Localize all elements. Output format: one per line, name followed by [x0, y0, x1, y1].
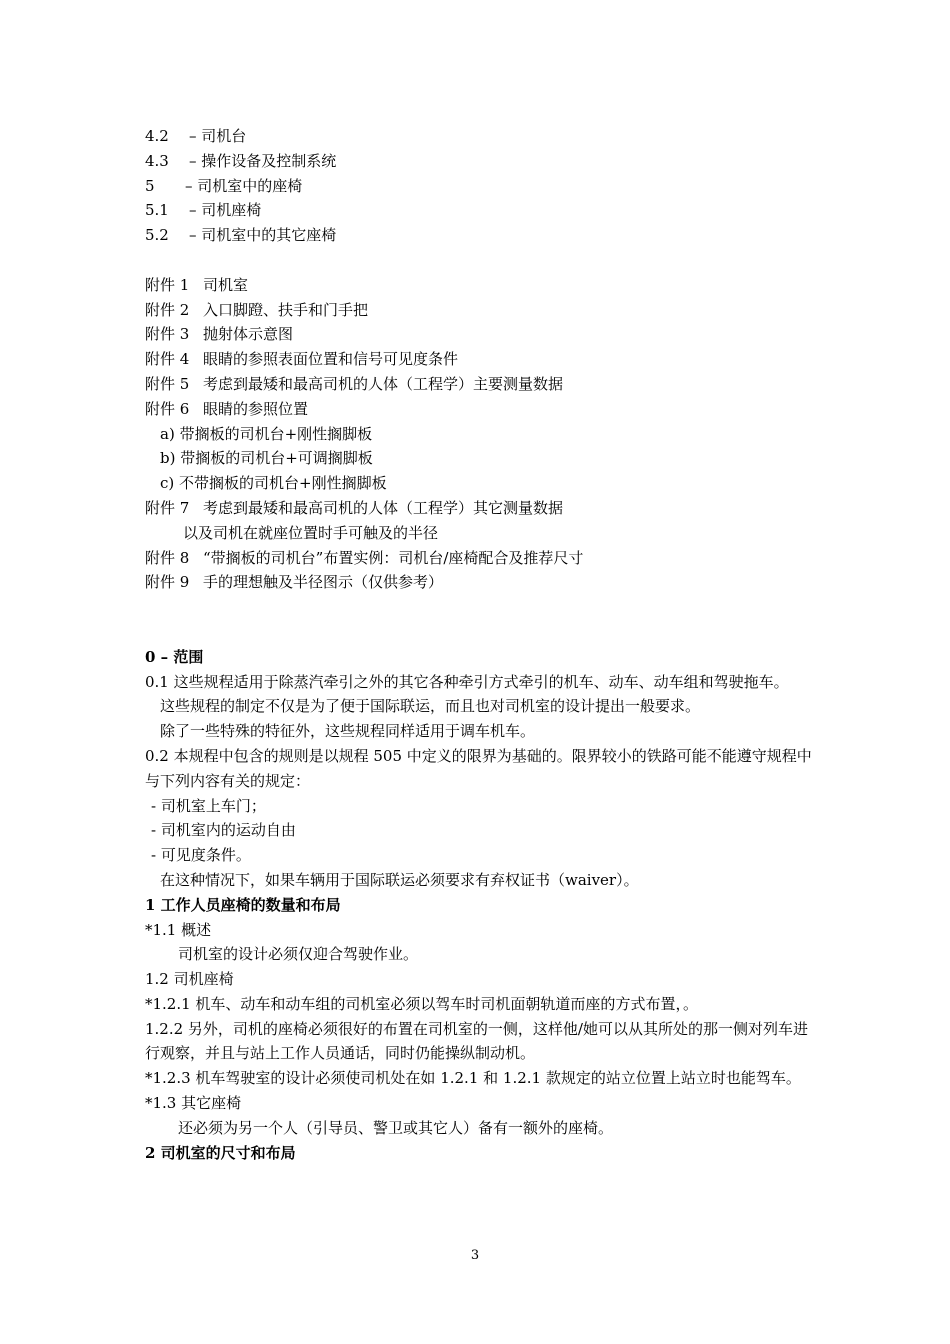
toc-item — [145, 124, 815, 149]
paragraph-0-2: 0.2 本规程中包含的规则是以规程 505 中定义的限界为基础的。限界较小的铁路可能不能遵守规程中与下列内容有关的规定： — [145, 746, 812, 790]
clause-1-2-2: 1.2.2 另外，司机的座椅必须很好的布置在司机室的一侧，这样他/她可以从其所处的那一侧对列车进行观察，并且与站上工作人员通话，同时仍能操纵制动机。 — [145, 1019, 808, 1063]
annex-item — [145, 546, 815, 571]
annex-label: 附件 2 — [145, 300, 190, 319]
toc-number: 5 — [145, 176, 155, 195]
section-heading-1: 1 工作人员座椅的数量和布局 — [145, 895, 341, 914]
toc-number: 4.3 — [145, 151, 169, 170]
annex-label: 附件 9 — [145, 573, 190, 592]
paragraph-0-1c: 除了一些特殊的特征外，这些规程同样适用于调车机车。 — [160, 722, 536, 741]
clause-1-3: *1.3 其它座椅 — [145, 1094, 242, 1113]
clause-1-1: *1.1 概述 — [145, 920, 212, 939]
annex-item — [145, 496, 815, 521]
clause-1-2-3: *1.2.3 机车驾驶室的设计必须使司机处在如 1.2.1 和 1.2.1 款规定的站立位置上站立时也能驾车。 — [145, 1069, 801, 1088]
annex-title: 考虑到最矮和最高司机的人体（工程学）其它测量数据 — [203, 498, 564, 517]
clause-1-2: 1.2 司机座椅 — [145, 970, 234, 989]
annex-label: 附件 6 — [145, 399, 190, 418]
annex-item — [145, 372, 815, 397]
annex-item — [145, 521, 815, 546]
annex-title: 考虑到最矮和最高司机的人体（工程学）主要测量数据 — [203, 374, 564, 393]
annex-title: 入口脚蹬、扶手和门手把 — [203, 300, 369, 319]
annex-item — [145, 347, 815, 372]
annex-item — [145, 298, 815, 323]
toc-number: 5.1 — [145, 201, 169, 220]
paragraph-0-2b: 在这种情况下，如果车辆用于国际联运必须要求有弃权证书（waiver）。 — [160, 870, 639, 889]
annex-label: 附件 4 — [145, 350, 190, 369]
annex-subitem: b) 带搁板的司机台+可调搁脚板 — [160, 449, 373, 468]
annex-subitem: c) 不带搁板的司机台+刚性搁脚板 — [160, 474, 387, 493]
toc-item — [145, 223, 815, 248]
toc-title: – 司机室中的其它座椅 — [189, 226, 337, 245]
clause-1-2-1: *1.2.1 机车、动车和动车组的司机室必须以驾车时司机面朝轨道而座的方式布置，。 — [145, 994, 698, 1013]
list-item-visibility: - 可见度条件。 — [151, 846, 251, 865]
clause-1-1-text: 司机室的设计必须仅迎合驾驶作业。 — [178, 945, 419, 964]
toc-title: – 司机座椅 — [189, 201, 262, 220]
spacer — [145, 248, 815, 273]
toc-item — [145, 149, 815, 174]
annex-label: 附件 5 — [145, 374, 190, 393]
annex-list — [145, 273, 815, 595]
annex-item — [145, 397, 815, 422]
toc-item — [145, 174, 815, 199]
annex-title: 抛射体示意图 — [203, 325, 294, 344]
annex-title: 司机室 — [203, 275, 249, 294]
annex-title: “带搁板的司机台”布置实例：司机台/座椅配合及推荐尺寸 — [203, 548, 584, 567]
annex-label: 附件 3 — [145, 325, 190, 344]
page-content — [145, 124, 815, 1165]
table-of-contents — [145, 124, 815, 248]
toc-number: 5.2 — [145, 226, 169, 245]
annex-label: 附件 8 — [145, 548, 190, 567]
annex-item — [145, 273, 815, 298]
toc-title: – 司机台 — [189, 127, 247, 145]
annex-item — [145, 570, 815, 595]
list-item-door: - 司机室上车门； — [151, 796, 266, 815]
section-heading-2: 2 司机室的尺寸和布局 — [145, 1143, 296, 1162]
annex-title: 眼睛的参照位置 — [203, 399, 309, 418]
toc-item — [145, 198, 815, 223]
page-number: 3 — [470, 1248, 480, 1263]
toc-title: – 操作设备及控制系统 — [189, 151, 337, 170]
annex-title: 眼睛的参照表面位置和信号可见度条件 — [203, 350, 459, 369]
annex-subitem: a) 带搁板的司机台+刚性搁脚板 — [160, 424, 373, 443]
body-text — [145, 645, 815, 1166]
annex-label: 附件 1 — [145, 275, 190, 294]
section-heading-0: 0 – 范围 — [145, 647, 204, 666]
annex-title: 手的理想触及半径图示（仅供参考） — [203, 573, 444, 592]
spacer — [145, 595, 815, 645]
paragraph-0-1b: 这些规程的制定不仅是为了便于国际联运，而且也对司机室的设计提出一般要求。 — [160, 697, 701, 716]
clause-1-3-text: 还必须为另一个人（引导员、警卫或其它人）备有一额外的座椅。 — [178, 1118, 614, 1137]
toc-number: 4.2 — [145, 127, 169, 145]
paragraph-0-1: 0.1 这些规程适用于除蒸汽牵引之外的其它各种牵引方式牵引的机车、动车、动车组和驾驶拖车。 — [145, 672, 789, 691]
annex-label: 附件 7 — [145, 498, 190, 517]
annex-title: 以及司机在就座位置时手可触及的半径 — [183, 523, 439, 542]
list-item-movement: - 司机室内的运动自由 — [151, 821, 296, 840]
annex-item — [145, 322, 815, 347]
toc-title: – 司机室中的座椅 — [185, 176, 303, 195]
